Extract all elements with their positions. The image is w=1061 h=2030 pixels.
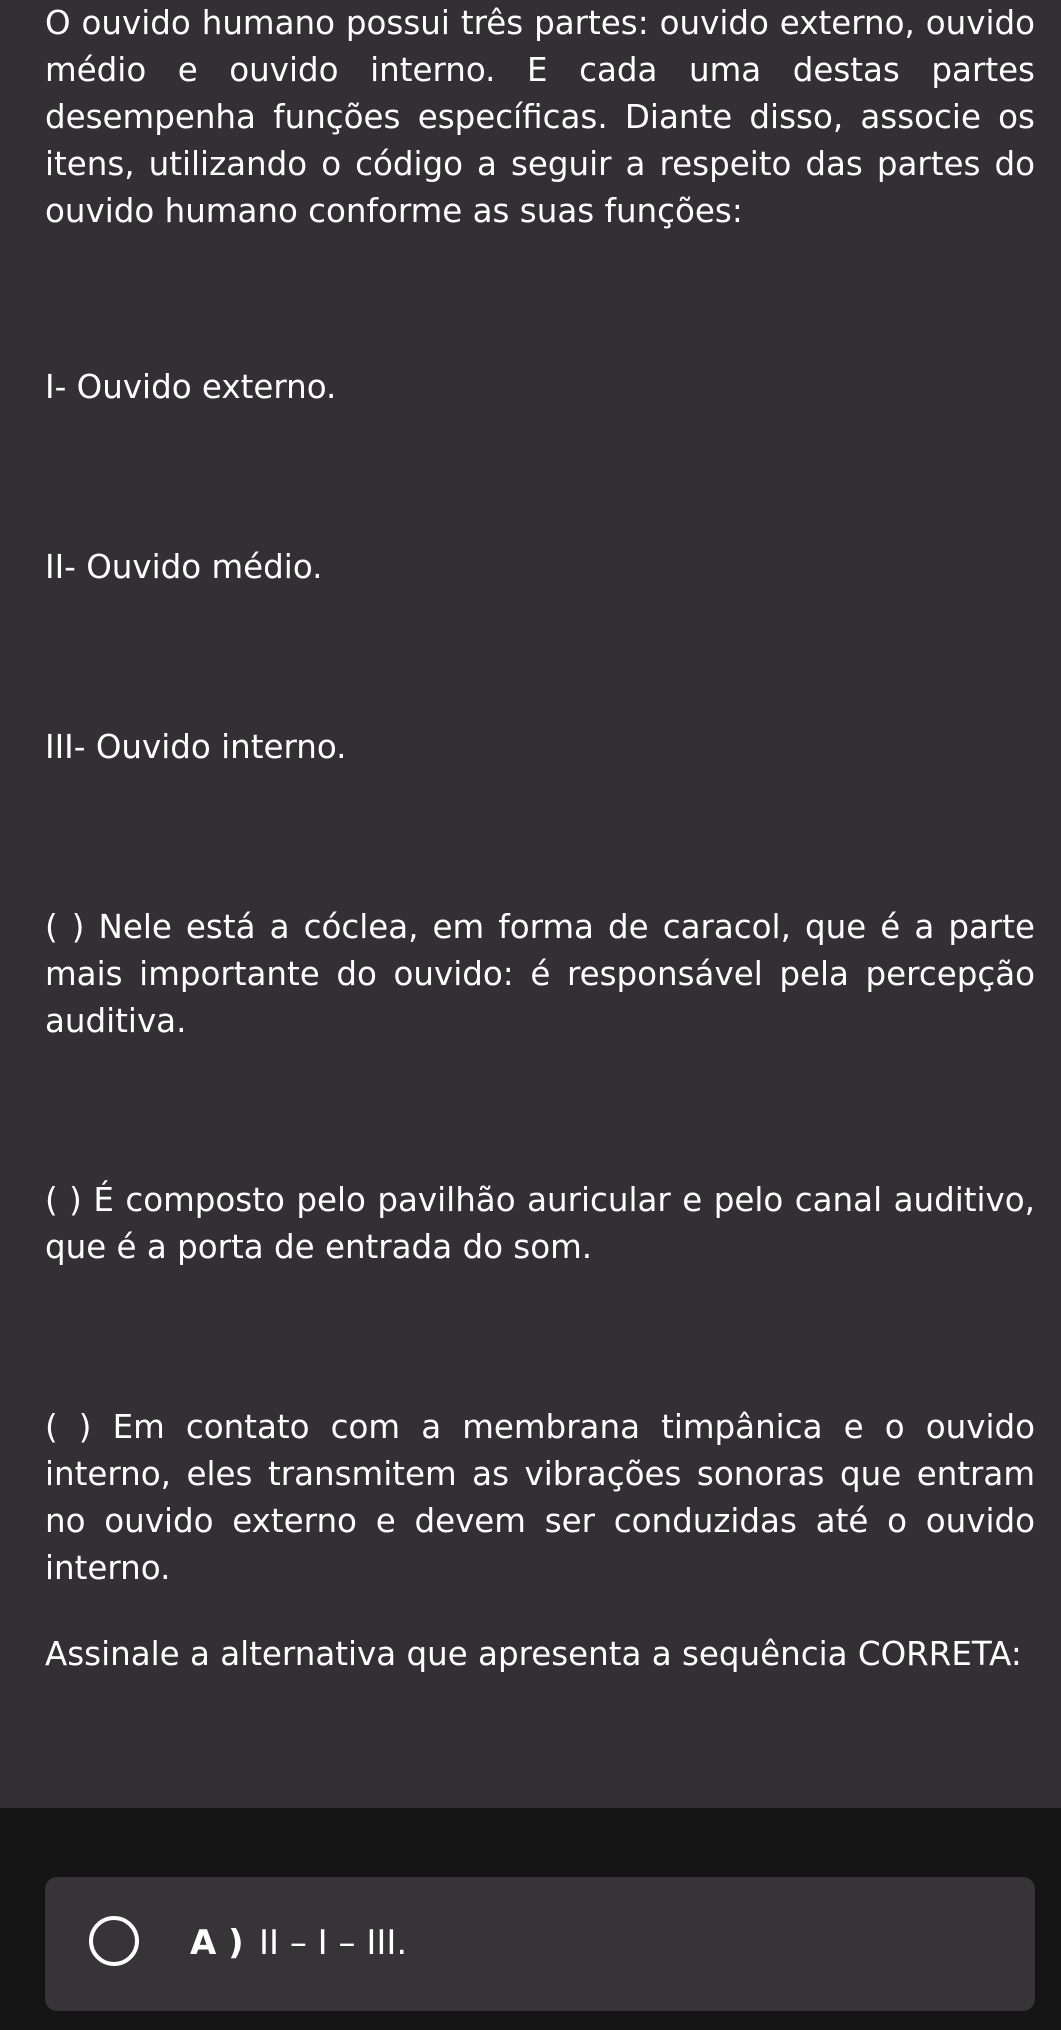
option-a-letter: A ) (190, 1923, 244, 1963)
radio-unselected-icon[interactable] (89, 1916, 139, 1966)
item-ouvido-medio: II- Ouvido médio. (45, 548, 323, 586)
statement-1: ( ) Nele está a cóclea, em forma de caracol, que é a parte mais importante do ouvido: é responsável pela percepção auditiva. (45, 908, 1035, 1040)
item-ouvido-externo: I- Ouvido externo. (45, 368, 337, 406)
option-a-text: II – I – III. (259, 1923, 408, 1963)
statement-3: ( ) Em contato com a membrana timpânica e o ouvido interno, eles transmitem as vibrações sonoras que entram no ouvido externo e devem ser conduzidas até o ouvido interno. (45, 1408, 1035, 1587)
question-intro: O ouvido humano possui três partes: ouvido externo, ouvido médio e ouvido interno. E cada uma destas partes desempenha funções específicas. Diante disso, associe os itens, utilizando o código a seguir a respeito das partes do ouvido humano conforme as suas funções: (45, 4, 1035, 230)
item-ouvido-interno: III- Ouvido interno. (45, 728, 347, 766)
answer-options (0, 1808, 1061, 2030)
question-prompt: Assinale a alternativa que apresenta a sequência CORRETA: (45, 1635, 1022, 1673)
statement-2: ( ) É composto pelo pavilhão auricular e pelo canal auditivo, que é a porta de entrada do som. (45, 1181, 1035, 1266)
option-a[interactable] (45, 1877, 1035, 2011)
